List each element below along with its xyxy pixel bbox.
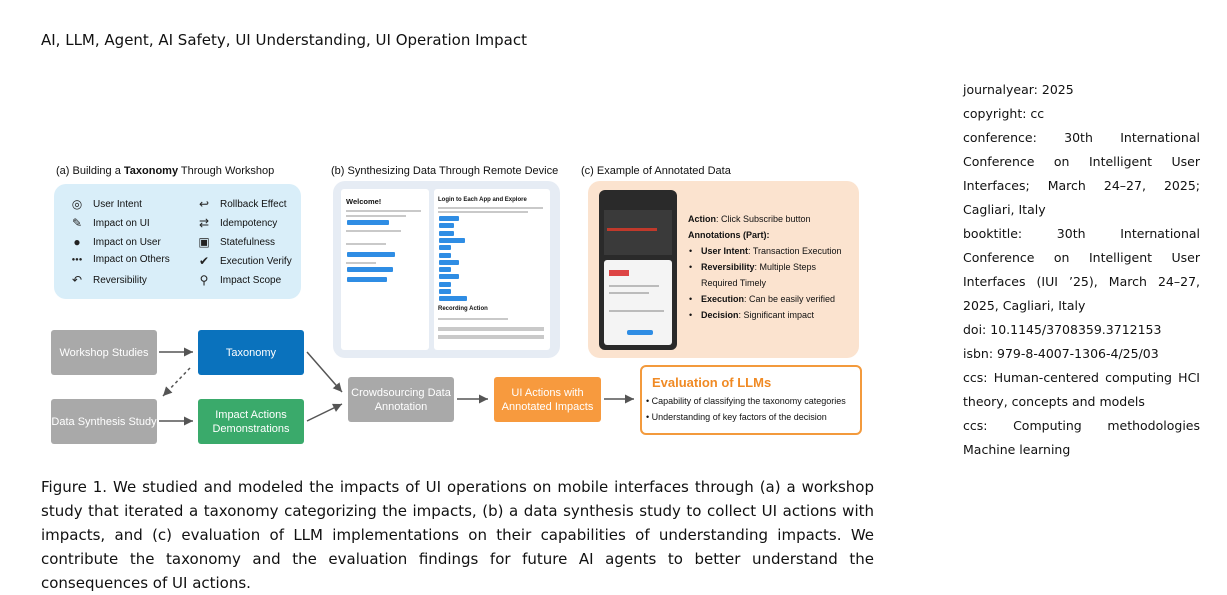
section-a-bold: Taxonomy <box>123 165 179 177</box>
verified-icon: ✔ <box>198 254 210 268</box>
taxonomy-box: Taxonomy <box>198 330 304 375</box>
meta-booktitle: booktitle: 30th International Conference on Intelligent User Interfaces (IUI ’25), March 24–27, 2025, Cagliari, Italy <box>963 226 1200 313</box>
meta-ccs-2: ccs: Computing methodologies Machine learning <box>963 418 1200 457</box>
annotation-item: • Decision: Significant impact <box>689 310 815 320</box>
login-heading: Login to Each App and Explore <box>438 197 527 203</box>
workshop-studies-box: Workshop Studies <box>51 330 157 375</box>
annotation-item: • Reversibility: Multiple Steps <box>689 262 817 272</box>
search-icon: ⚲ <box>199 273 209 287</box>
annotation-item-text: Required Timely <box>701 278 767 288</box>
annotation-item-label: Execution <box>701 294 745 304</box>
welcome-heading: Welcome! <box>346 197 382 206</box>
impact-actions-box: Impact Actions Demonstrations <box>198 399 304 444</box>
taxonomy-label: Execution Verify <box>220 255 292 267</box>
annotation-item-label: Reversibility <box>701 262 755 272</box>
annotation-item: • Execution: Can be easily verified <box>689 294 836 304</box>
evaluation-item: • Understanding of key factors of the decision <box>646 412 827 422</box>
chat-icon: ▣ <box>198 235 210 249</box>
arrow-taxonomy-synthesis <box>163 368 190 396</box>
edit-icon: ✎ <box>71 216 83 230</box>
section-c-title: (c) Example of Annotated Data <box>581 165 731 177</box>
section-a-suffix: Through Workshop <box>178 165 275 177</box>
taxonomy-label: User Intent <box>93 198 142 210</box>
annotation-item-label: User Intent <box>701 246 749 256</box>
meta-copyright: copyright: cc <box>963 106 1045 121</box>
data-synthesis-box: Data Synthesis Study <box>51 399 157 444</box>
meta-conference: conference: 30th International Conference on Intelligent User Interfaces; March 24–27, 2025; Cagliari, Italy <box>963 130 1200 217</box>
annotation-item-text: : Can be easily verified <box>744 294 836 304</box>
evaluation-title: Evaluation of LLMs <box>652 375 772 390</box>
meta-ccs-1: ccs: Human-centered computing HCI theory, concepts and models <box>963 370 1200 409</box>
figure-caption: Figure 1. We studied and modeled the impacts of UI operations on mobile interfaces through (a) a workshop study that iterated a taxonomy categorizing the impacts, (b) a data synthesis study to collect UI actions with impacts, and (c) evaluation of LLM implementations on their capabilities of understanding impacts. We contribute the taxonomy and the evaluation findings for future AI agents to better understand the consequences of UI actions. <box>41 478 874 592</box>
reply-icon: ↩ <box>198 197 210 211</box>
repeat-icon: ⇄ <box>198 216 210 230</box>
arrow-impact-crowd <box>307 404 342 421</box>
meta-journalyear: journalyear: 2025 <box>963 82 1074 97</box>
taxonomy-label: Impact on User <box>93 236 161 248</box>
keywords: AI, LLM, Agent, AI Safety, UI Understanding, UI Operation Impact <box>41 31 528 49</box>
taxonomy-label: Impact on Others <box>93 254 170 265</box>
evaluation-item: • Capability of classifying the taxonomy categories <box>646 396 846 406</box>
recording-heading: Recording Action <box>438 306 488 312</box>
action-label: Action <box>688 214 716 224</box>
target-icon: ◎ <box>71 197 83 211</box>
arrow-taxonomy-crowd <box>307 352 342 392</box>
taxonomy-label: Impact Scope <box>220 274 282 286</box>
annotation-item-text: : Transaction Execution <box>748 246 842 256</box>
annotation-item-label: Decision <box>701 310 739 320</box>
section-b-title: (b) Synthesizing Data Through Remote Device <box>331 165 559 177</box>
group-icon: ●●● <box>71 256 83 263</box>
undo-icon: ↶ <box>71 273 83 287</box>
annotation-item-text: : Significant impact <box>738 310 815 320</box>
ui-actions-box: UI Actions with Annotated Impacts <box>494 377 601 422</box>
taxonomy-label: Idempotency <box>220 217 278 229</box>
section-a-prefix: (a) Building a <box>56 165 124 177</box>
taxonomy-label: Rollback Effect <box>220 198 287 210</box>
taxonomy-label: Statefulness <box>220 236 276 248</box>
meta-doi: doi: 10.1145/3708359.3712153 <box>963 322 1162 337</box>
meta-isbn: isbn: 979-8-4007-1306-4/25/03 <box>963 346 1159 361</box>
taxonomy-label: Reversibility <box>93 274 147 286</box>
action-text: : Click Subscribe button <box>716 214 811 224</box>
annotations-header: Annotations (Part): <box>688 230 770 240</box>
user-icon: ● <box>73 235 81 249</box>
annotation-item: • User Intent: Transaction Execution <box>689 246 842 256</box>
taxonomy-label: Impact on UI <box>93 217 150 229</box>
crowdsourcing-box: Crowdsourcing Data Annotation <box>348 377 454 422</box>
annotation-item-text: : Multiple Steps <box>754 262 817 272</box>
